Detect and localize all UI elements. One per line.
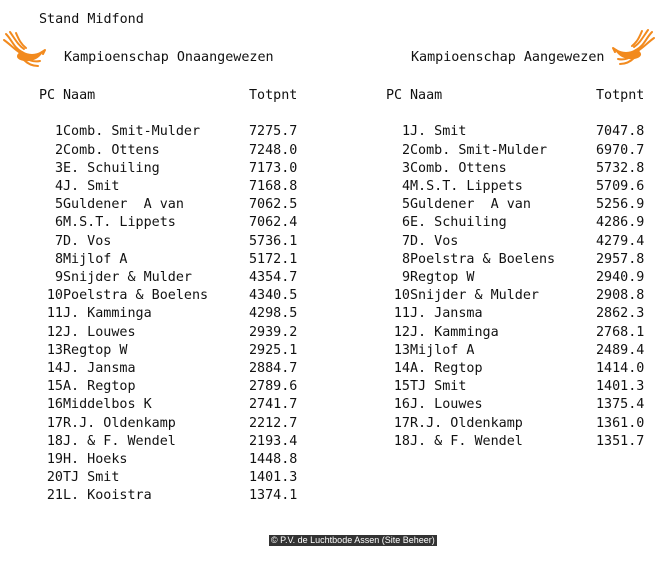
column-header-name: Naam (63, 88, 96, 103)
name-cell: Mijlof A (63, 251, 128, 267)
name-cell: Regtop W (63, 342, 128, 358)
points-cell: 2957.8 (596, 251, 645, 267)
name-cell: M.S.T. Lippets (63, 215, 176, 231)
table-row (386, 214, 644, 232)
points-cell: 7062.5 (249, 197, 298, 213)
rank-cell: 8 (401, 251, 410, 267)
table-row (39, 451, 297, 469)
ranking-aangewezen (386, 49, 670, 449)
table-row (39, 305, 297, 323)
table-row (386, 123, 644, 141)
table-row (39, 433, 297, 451)
table-row (386, 360, 644, 378)
points-cell: 2939.2 (249, 324, 298, 340)
rank-cell: 11 (393, 306, 410, 322)
table-row (39, 269, 297, 287)
table-row (39, 324, 297, 342)
points-cell: 7168.8 (249, 179, 298, 194)
table-row (39, 214, 297, 232)
table-row (39, 469, 297, 487)
points-cell: 2212.7 (249, 415, 298, 431)
rank-cell: 3 (401, 160, 410, 176)
name-cell: R.J. Oldenkamp (410, 415, 523, 431)
points-cell: 2884.7 (249, 361, 298, 377)
rank-cell: 1 (401, 124, 410, 140)
points-cell: 4298.5 (249, 306, 298, 322)
points-cell: 7062.4 (249, 215, 298, 231)
name-cell: Comb. Smit-Mulder (410, 142, 548, 158)
points-cell: 2789.6 (249, 379, 298, 395)
table-row (386, 160, 644, 178)
name-cell: J. & F. Wendel (410, 433, 523, 449)
rank-cell: 7 (401, 233, 410, 249)
points-cell: 1374.1 (249, 488, 298, 504)
table-row (386, 269, 644, 287)
points-cell: 5172.1 (249, 251, 298, 267)
name-cell: TJ Smit (63, 470, 120, 486)
rank-cell: 9 (54, 270, 63, 286)
rank-cell: 5 (54, 197, 63, 213)
table-row (39, 160, 297, 178)
column-header-pc: PC (386, 88, 403, 103)
rank-cell: 2 (54, 142, 63, 158)
column-header-points: Totpnt (249, 88, 298, 103)
points-cell: 7275.7 (249, 124, 298, 140)
rank-cell: 2 (401, 142, 410, 158)
rank-cell: 18 (46, 433, 63, 449)
table-row (386, 142, 644, 160)
table-row (39, 378, 297, 396)
rank-cell: 15 (46, 379, 63, 395)
rank-cell: 19 (46, 452, 63, 468)
rank-cell: 16 (46, 397, 63, 413)
column-header-points: Totpnt (596, 88, 645, 103)
name-cell: J. Smit (410, 124, 467, 140)
name-cell: A. Regtop (410, 361, 483, 377)
name-cell: J. Jansma (410, 306, 483, 322)
column-header-name: Naam (410, 88, 443, 103)
name-cell: Mijlof A (410, 342, 475, 358)
points-cell: 4286.9 (596, 215, 645, 231)
name-cell: H. Hoeks (63, 452, 128, 468)
points-cell: 1375.4 (596, 397, 645, 413)
rank-cell: 16 (393, 397, 410, 413)
points-cell: 2940.9 (596, 270, 645, 286)
points-cell: 1351.7 (596, 433, 645, 449)
rank-cell: 12 (46, 324, 63, 340)
page-title: Stand Midfond (39, 12, 144, 27)
name-cell: J. Smit (63, 179, 120, 194)
name-cell: Snijder & Mulder (410, 288, 539, 304)
rank-cell: 14 (46, 361, 63, 377)
rank-cell: 11 (46, 306, 63, 322)
section-title: Kampioenschap Aangewezen (411, 50, 605, 65)
points-cell: 1401.3 (596, 379, 645, 395)
table-row (386, 287, 644, 305)
points-cell: 4354.7 (249, 270, 298, 286)
rank-cell: 17 (393, 415, 410, 431)
ranking-table (39, 87, 297, 506)
table-row (386, 433, 644, 451)
table-row (39, 415, 297, 433)
table-row (386, 342, 644, 360)
table-row (386, 251, 644, 269)
table-row (386, 378, 644, 396)
rank-cell: 6 (54, 215, 63, 231)
rank-cell: 9 (401, 270, 410, 286)
name-cell: E. Schuiling (63, 160, 160, 176)
name-cell: J. & F. Wendel (63, 433, 176, 449)
points-cell: 2908.8 (596, 288, 645, 304)
points-cell: 4279.4 (596, 233, 645, 249)
rank-cell: 1 (54, 124, 63, 140)
rank-cell: 5 (401, 197, 410, 213)
name-cell: D. Vos (410, 233, 459, 249)
points-cell: 2489.4 (596, 342, 645, 358)
points-cell: 6970.7 (596, 142, 645, 158)
rank-cell: 3 (54, 160, 63, 176)
rank-cell: 18 (393, 433, 410, 449)
name-cell: D. Vos (63, 233, 112, 249)
table-row (39, 287, 297, 305)
rank-cell: 14 (393, 361, 410, 377)
name-cell: Regtop W (410, 270, 475, 286)
table-row (39, 396, 297, 414)
table-row (39, 142, 297, 160)
copyright-link[interactable]: © P.V. de Luchtbode Assen (Site Beheer) (271, 535, 435, 545)
points-cell: 7248.0 (249, 142, 298, 158)
table-row (386, 305, 644, 323)
name-cell: J. Kamminga (63, 306, 152, 322)
name-cell: Comb. Smit-Mulder (63, 124, 201, 140)
table-header-row (39, 87, 297, 105)
name-cell: Poelstra & Boelens (410, 251, 556, 267)
name-cell: Comb. Ottens (63, 142, 160, 158)
table-row (39, 123, 297, 141)
table-header-row (386, 87, 644, 105)
table-row (39, 233, 297, 251)
name-cell: M.S.T. Lippets (410, 179, 523, 194)
table-row (386, 178, 644, 196)
points-cell: 2925.1 (249, 342, 298, 358)
points-cell: 5736.1 (249, 233, 298, 249)
ranking-onaangewezen (39, 49, 329, 504)
ranking-table (386, 87, 644, 451)
points-cell: 2741.7 (249, 397, 298, 413)
rank-cell: 17 (46, 415, 63, 431)
table-row (386, 396, 644, 414)
table-row (386, 415, 644, 433)
rank-cell: 13 (393, 342, 410, 358)
points-cell: 1414.0 (596, 361, 645, 377)
points-cell: 1401.3 (249, 470, 298, 486)
name-cell: Middelbos K (63, 397, 152, 413)
points-cell: 2862.3 (596, 306, 645, 322)
rank-cell: 6 (401, 215, 410, 231)
name-cell: L. Kooistra (63, 488, 152, 504)
points-cell: 7173.0 (249, 160, 298, 176)
rank-cell: 4 (401, 179, 410, 194)
name-cell: Comb. Ottens (410, 160, 507, 176)
table-row (39, 196, 297, 214)
points-cell: 5709.6 (596, 179, 645, 194)
table-row (39, 360, 297, 378)
rank-cell: 8 (54, 251, 63, 267)
points-cell: 7047.8 (596, 124, 645, 140)
name-cell: TJ Smit (410, 379, 467, 395)
name-cell: Guldener A van (410, 197, 531, 213)
rank-cell: 10 (46, 288, 63, 304)
table-row (39, 342, 297, 360)
points-cell: 2193.4 (249, 433, 298, 449)
points-cell: 2768.1 (596, 324, 645, 340)
table-row (386, 196, 644, 214)
name-cell: R.J. Oldenkamp (63, 415, 176, 431)
table-row (386, 324, 644, 342)
points-cell: 4340.5 (249, 288, 298, 304)
table-row (39, 251, 297, 269)
rank-cell: 15 (393, 379, 410, 395)
column-header-pc: PC (39, 88, 56, 103)
rank-cell: 21 (46, 488, 63, 504)
points-cell: 1448.8 (249, 452, 298, 468)
name-cell: Guldener A van (63, 197, 184, 213)
name-cell: Poelstra & Boelens (63, 288, 209, 304)
name-cell: J. Kamminga (410, 324, 499, 340)
name-cell: J. Louwes (63, 324, 136, 340)
points-cell: 5256.9 (596, 197, 645, 213)
table-row (39, 487, 297, 505)
name-cell: E. Schuiling (410, 215, 507, 231)
table-row (39, 178, 297, 196)
name-cell: A. Regtop (63, 379, 136, 395)
points-cell: 1361.0 (596, 415, 645, 431)
table-row (386, 233, 644, 251)
name-cell: J. Jansma (63, 361, 136, 377)
points-cell: 5732.8 (596, 160, 645, 176)
section-title: Kampioenschap Onaangewezen (64, 50, 274, 65)
rank-cell: 12 (393, 324, 410, 340)
rank-cell: 20 (46, 470, 63, 486)
rank-cell: 7 (54, 233, 63, 249)
rank-cell: 4 (54, 179, 63, 194)
name-cell: Snijder & Mulder (63, 270, 192, 286)
rank-cell: 10 (393, 288, 410, 304)
name-cell: J. Louwes (410, 397, 483, 413)
rank-cell: 13 (46, 342, 63, 358)
